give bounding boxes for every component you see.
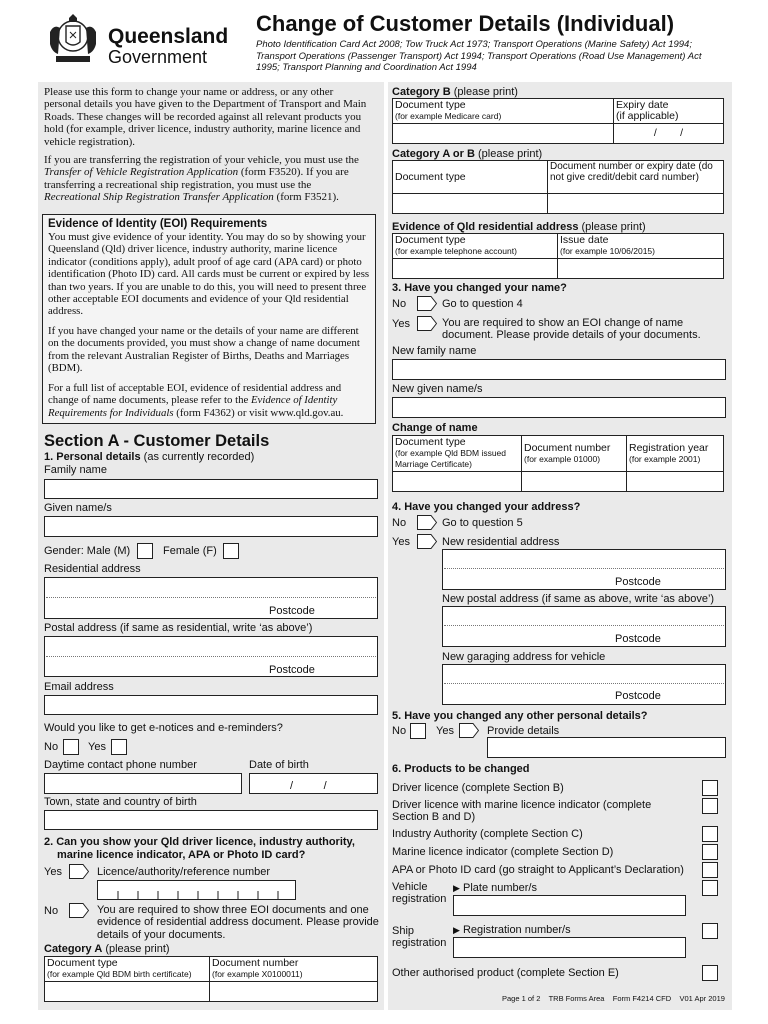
q2-yes-label: Yes [44,866,62,878]
product-marine-licence-checkbox[interactable] [702,844,718,860]
q2-yes-text: Licence/authority/reference number [97,866,271,878]
q2-no-text: You are required to show three EOI documents and one evidence of residential address document. Please provide details of your documents. [97,904,379,941]
residential-evidence-date-cell[interactable] [558,234,724,259]
postal-address-label: Postal address (if same as residential, write ‘as above’) [44,622,313,634]
registration-number-label: ▶ Registration number/s [453,924,571,936]
town-label: Town, state and country of birth [44,796,197,808]
change-of-name-type-input[interactable] [393,472,522,492]
phone-field[interactable] [44,773,242,794]
q4-yes-label: Yes [392,536,410,548]
category-a-document-type-input[interactable] [45,982,210,1002]
new-postal-postcode-label: Postcode [615,633,661,645]
q4-no-arrow-checkbox[interactable] [417,515,437,530]
eoi-paragraph-3: For a full list of acceptable EOI, evidence of residential address and change of name documents, please refer to the Evidence of Identity Requirements for Individuals (form F4362) or visit www.qld.gov.au. [48,382,344,419]
residential-address-label: Residential address [44,563,141,575]
new-postal-divider [444,625,724,626]
new-family-name-label: New family name [392,345,477,357]
product-vehicle-registration-label: Vehicle registration [392,881,447,906]
category-ab-document-number-cell[interactable] [548,161,724,194]
new-given-names-label: New given name/s [392,383,483,395]
new-postal-address-field[interactable] [442,606,726,647]
new-residential-address-field[interactable] [442,549,726,590]
new-residential-divider [444,568,724,569]
change-of-name-table [392,435,724,492]
q2-no-label: No [44,905,59,917]
q5-no-checkbox[interactable] [410,723,426,739]
category-a-label: Category A (please print) [44,943,170,955]
category-ab-document-type-label: Document type [395,170,466,183]
product-vehicle-registration-checkbox[interactable] [702,880,718,896]
q2-line-1: 2. Can you show your Qld driver licence, industry authority, [44,836,355,848]
q6-label: 6. Products to be changed [392,763,530,775]
product-driver-marine-checkbox[interactable] [702,798,718,814]
product-ship-registration-checkbox[interactable] [702,923,718,939]
q4-yes-arrow-checkbox[interactable] [417,534,437,549]
logo-government: Government [108,47,208,67]
category-a-document-type-label: Document type [47,957,118,969]
product-other-label: Other authorised product (complete Section E) [392,967,619,979]
change-of-name-number-cell[interactable] [522,436,627,472]
category-ab-document-type-cell[interactable] [393,161,548,194]
plate-arrow-icon: ▶ [453,883,460,893]
gender-male-label: Gender: Male (M) [44,545,131,557]
other-details-field[interactable] [487,737,726,758]
change-of-name-year-cell[interactable] [627,436,724,472]
family-name-field[interactable] [44,479,378,499]
category-ab-table [392,160,724,214]
eoi-heading: Evidence of Identity (EOI) Requirements [48,218,268,230]
category-b-document-type-label: Document type [395,99,466,111]
category-ab-label: Category A or B (please print) [392,148,543,160]
q5-label: 5. Have you changed any other personal details? [392,710,648,722]
category-b-expiry-slashes: / / [653,127,684,139]
licence-number-ticks [98,881,295,899]
new-garaging-divider [444,683,724,684]
licence-number-field[interactable] [97,880,296,900]
postal-address-divider [46,656,376,657]
category-a-document-number-label: Document number [212,957,299,969]
category-b-table [392,98,724,144]
residential-evidence-type-example: (for example telephone account) [395,246,517,256]
product-driver-licence-label: Driver licence (complete Section B) [392,782,564,794]
family-name-label: Family name [44,464,107,476]
residential-evidence-date-input[interactable] [558,259,724,279]
new-family-name-field[interactable] [392,359,726,380]
product-industry-authority-checkbox[interactable] [702,826,718,842]
product-driver-licence-checkbox[interactable] [702,780,718,796]
q2-no-arrow-checkbox[interactable] [69,903,89,918]
residential-evidence-type-input[interactable] [393,259,558,279]
enotices-yes-label: Yes [88,741,106,753]
enotices-question: Would you like to get e-notices and e-reminders? [44,722,283,734]
residential-address-divider [46,597,376,598]
q3-no-text: Go to question 4 [442,298,523,310]
new-postal-address-label: New postal address (if same as above, write ‘as above’) [442,593,715,605]
category-b-expiry-cell[interactable] [614,99,724,124]
phone-label: Daytime contact phone number [44,759,197,771]
category-b-document-type-cell[interactable] [393,99,614,124]
dob-label: Date of birth [249,759,309,771]
footer-version: V01 Apr 2019 [679,994,725,1003]
residential-evidence-date-label: Issue date [560,234,609,246]
category-a-document-type-cell[interactable] [45,957,210,982]
town-field[interactable] [44,810,378,830]
registration-arrow-icon: ▶ [453,925,460,935]
product-apa-photo-id-label: APA or Photo ID card (go straight to Applicant’s Declaration) [392,864,684,876]
product-driver-marine-label: Driver licence with marine licence indicator (complete Section B and D) [392,799,652,824]
category-b-label: Category B (please print) [392,86,518,98]
residential-postcode-label: Postcode [269,605,315,617]
category-a-document-number-input[interactable] [210,982,378,1002]
eoi-paragraph-1: You must give evidence of your identity. You may do so by showing your Queensland (Qld) driver licence, industry authority, marine licence indicator (conditions apply), adult proof of age card (APA card) or photo identification (Photo ID) card. All cards must be current or expired by less than two years. If you are unable to do this, you will need to present three other acceptable EOI documents and evidence of your Qld residential address. [48,231,370,318]
category-a-document-number-example: (for example X0100011) [212,969,303,979]
category-b-document-type-example: (for example Medicare card) [395,111,502,121]
new-residential-postcode-label: Postcode [615,576,661,588]
product-industry-authority-label: Industry Authority (complete Section C) [392,828,583,840]
category-ab-document-number-input[interactable] [548,194,724,214]
residential-evidence-label: Evidence of Qld residential address (please print) [392,221,646,233]
gender-male-checkbox[interactable] [137,543,153,559]
eoi-paragraph-2: If you have changed your name or the details of your name are different on the documents provided, you must show a change of name document from the relevant Australian Register of Births, Deaths and Marriages (BDM). [48,325,360,375]
q4-no-text: Go to question 5 [442,517,523,529]
intro-paragraph-1: Please use this form to change your name or address, or any other personal details you have given to the Department of Transport and Main Roads. These changes will be recorded against all relevant products you hold (for example, driver licence, industry authority, marine licence and vehicle registration). [44,86,367,148]
postal-postcode-label: Postcode [269,664,315,676]
footer-area: TRB Forms Area [548,994,605,1003]
change-of-name-type-cell[interactable] [393,436,522,472]
category-b-expiry-example: (if applicable) [616,110,679,122]
plate-number-field[interactable] [453,895,686,916]
q5-yes-arrow-checkbox[interactable] [459,723,479,738]
category-b-document-type-input[interactable] [393,124,614,144]
product-apa-photo-id-checkbox[interactable] [702,862,718,878]
change-of-name-number-input[interactable] [522,472,627,492]
given-names-field[interactable] [44,516,378,537]
product-ship-registration-label: Ship registration [392,925,447,950]
change-of-name-type-example: (for example Qld BDM issued Marriage Certificate) [395,448,507,469]
residential-evidence-type-label: Document type [395,234,466,246]
new-garaging-address-label: New garaging address for vehicle [442,651,606,663]
form-title: Change of Customer Details (Individual) [256,11,675,36]
enotices-no-label: No [44,741,59,753]
q5-no-label: No [392,725,407,737]
q3-yes-text: You are required to show an EOI change of name document. Please provide details of your documents. [442,317,701,342]
change-of-name-year-example: (for example 2001) [629,453,701,464]
product-other-checkbox[interactable] [702,965,718,981]
intro-paragraph-2: If you are transferring the registration of your vehicle, you must use the Transfer of Vehicle Registration Application (form F3520). If you are transferring a recreational ship registration, you must use the Recreational Ship Registration Transfer Application (form F3521). [44,154,359,204]
new-given-names-field[interactable] [392,397,726,418]
email-label: Email address [44,681,114,693]
q2-yes-arrow-checkbox[interactable] [69,864,89,879]
form-subtitle-acts: Photo Identification Card Act 2008; Tow Truck Act 1973; Transport Operations (Marine Safety) Act 1994; Transport Operations (Passenger Transport) Act 1994; Transport Operations (Road Use Management) Act 1995; Transport Planning and Coordination Act 1994 [256,39,702,74]
change-of-name-number-label: Document number [524,441,611,454]
q3-label: 3. Have you changed your name? [392,282,567,294]
logo-queensland: Queensland [108,25,229,48]
change-of-name-heading: Change of name [392,422,478,434]
q3-no-label: No [392,298,407,310]
registration-number-field[interactable] [453,937,686,958]
new-garaging-postcode-label: Postcode [615,690,661,702]
qld-crest-logo [44,14,102,70]
gender-female-label: Female (F) [163,545,217,557]
change-of-name-year-input[interactable] [627,472,724,492]
given-names-label: Given name/s [44,502,112,514]
plate-number-label: ▶ Plate number/s [453,882,537,894]
product-marine-licence-label: Marine licence indicator (complete Section D) [392,846,614,858]
category-b-expiry-label: Expiry date [616,99,669,111]
category-a-document-type-example: (for example Qld BDM birth certificate) [47,969,192,979]
gender-female-checkbox[interactable] [223,543,239,559]
footer-page: Page 1 of 2 [502,994,541,1003]
section-a-heading: Section A - Customer Details [44,432,270,450]
category-a-table [44,956,378,1002]
residential-evidence-table [392,233,724,279]
change-of-name-number-example: (for example 01000) [524,453,601,464]
q3-no-arrow-checkbox[interactable] [417,296,437,311]
residential-address-field[interactable] [44,577,378,619]
q5-yes-label: Yes [436,725,454,737]
dob-slashes: / / [290,780,327,792]
residential-evidence-type-cell[interactable] [393,234,558,259]
enotices-yes-checkbox[interactable] [111,739,127,755]
category-b-expiry-input[interactable] [614,124,724,144]
q3-yes-label: Yes [392,318,410,330]
q4-no-label: No [392,517,407,529]
category-a-document-number-cell[interactable] [210,957,378,982]
q1-label: 1. Personal details (as currently recorded) [44,451,255,463]
footer [502,994,725,1003]
category-ab-document-number-label: Document number or expiry date (do not give credit/debit card number) [550,161,713,183]
email-field[interactable] [44,695,378,715]
residential-evidence-date-example: (for example 10/06/2015) [560,246,655,256]
category-ab-document-type-input[interactable] [393,194,548,214]
q4-yes-text: New residential address [442,536,560,548]
q4-label: 4. Have you changed your address? [392,501,581,513]
new-garaging-address-field[interactable] [442,664,726,705]
change-of-name-year-label: Registration year [629,441,709,454]
change-of-name-type-label: Document type [395,436,466,448]
footer-form: Form F4214 CFD [612,994,672,1003]
enotices-no-checkbox[interactable] [63,739,79,755]
q5-yes-text: Provide details [487,725,560,737]
q2-line-2: marine licence indicator, APA or Photo ID card? [57,849,306,861]
q3-yes-arrow-checkbox[interactable] [417,316,437,331]
